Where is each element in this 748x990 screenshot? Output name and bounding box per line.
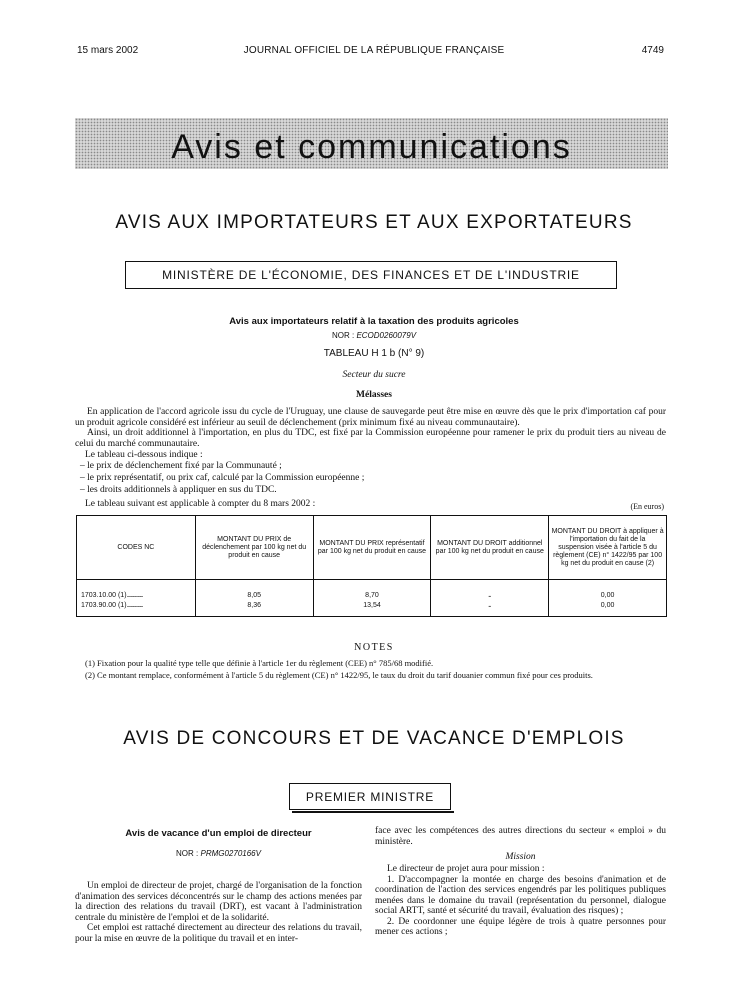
notes-title: NOTES [354, 642, 394, 653]
col-header-prix-declenchement: MONTANT DU PRIX de déclenchement par 100 kg net du produit en cause [195, 516, 313, 580]
cell-code: 1703.90.00 (1)................. [77, 601, 196, 617]
paragraph: Le directeur de projet aura pour mission : [387, 864, 545, 874]
ministry-box-premier-ministre: PREMIER MINISTRE [289, 783, 451, 810]
left-column [75, 828, 362, 944]
tableau-title: TABLEAU H 1 b (N° 9) [323, 348, 425, 359]
intro-paragraphs [75, 407, 666, 449]
nor-code: ECOD0260079V [356, 331, 417, 340]
list-item: – le prix représentatif, ou prix caf, calculé par la Commission européenne ; [80, 473, 365, 483]
banner-title: Avis et communications [171, 128, 572, 166]
ministry-box: MINISTÈRE DE L'ÉCONOMIE, DES FINANCES ET DE L'INDUSTRIE [125, 261, 617, 289]
cell-prix-representatif: 8,70 [313, 591, 431, 601]
cell-droit-additionnel: - [431, 591, 549, 601]
col-header-codes: CODES NC [77, 516, 196, 580]
paragraph: Ainsi, un droit additionnel à l'importation, en plus du TDC, est fixé par la Commission européenne pour ramener le prix du produit tiers au niveau de celui du marché communautaire. [75, 428, 666, 449]
section-title-importateurs: AVIS AUX IMPORTATEURS ET AUX EXPORTATEURS [115, 212, 633, 233]
code-value: 1703.10.00 (1) [81, 592, 127, 599]
paragraph: face avec les compétences des autres directions du secteur « emploi » du ministère. [375, 826, 666, 847]
cell-droit-additionnel: - [431, 601, 549, 617]
code-value: 1703.90.00 (1) [81, 602, 127, 609]
cell-code: 1703.10.00 (1)................. [77, 591, 196, 601]
nor-reference-2 [75, 849, 362, 858]
table-row [77, 601, 667, 617]
mission-heading: Mission [505, 852, 536, 862]
col-header-droit-additionnel: MONTANT DU DROIT additionnel par 100 kg net du produit en cause [431, 516, 549, 580]
cell-droit-applicable: 0,00 [549, 591, 667, 601]
note-2: (2) Ce montant remplace, conformément à l'article 5 du règlement (CE) n° 1422/95, le taux du droit du tarif douanier commun fixé pour ces produits. [85, 670, 593, 680]
secteur-label: Secteur du sucre [342, 370, 406, 380]
product-heading: Mélasses [356, 390, 392, 400]
col-header-prix-representatif: MONTANT DU PRIX représentatif par 100 kg net du produit en cause [313, 516, 431, 580]
currency-note: (En euros) [630, 502, 664, 511]
tariff-table [76, 515, 667, 617]
header-date: 15 mars 2002 [77, 45, 139, 56]
table-header-row [77, 516, 667, 580]
nor-reference [0, 331, 748, 340]
list-item: – le prix de déclenchement fixé par la Communauté ; [80, 461, 282, 471]
avis-title: Avis aux importateurs relatif à la taxation des produits agricoles [229, 316, 519, 327]
cell-prix-declenchement: 8,05 [195, 591, 313, 601]
list-item: – les droits additionnels à appliquer en sus du TDC. [80, 485, 277, 495]
paragraph: Cet emploi est rattaché directement au directeur des relations du travail, pour la mise en œuvre de la politique du travail et en inter- [75, 923, 362, 944]
nor-code: PRMG0270166V [200, 849, 261, 858]
cell-prix-declenchement: 8,36 [195, 601, 313, 617]
nor-label: NOR : [331, 331, 355, 340]
list-intro: Le tableau ci-dessous indique : [85, 450, 203, 460]
table-row [77, 591, 667, 601]
paragraph: Un emploi de directeur de projet, chargé de l'organisation de la fonction d'animation des services déconcentrés sur le champ des actions menées par la direction des relations du travail (DRT), est vacant à l'administration centrale du ministère de l'emploi et de la solidarité. [75, 881, 362, 923]
note-1: (1) Fixation pour la qualité type telle que définie à l'article 1er du règlement (CEE) n° 785/68 modifié. [85, 658, 434, 668]
journal-title: JOURNAL OFFICIEL DE LA RÉPUBLIQUE FRANÇAISE [243, 45, 505, 56]
col-header-droit-applicable: MONTANT DU DROIT à appliquer à l'importation du fait de la suspension visée à l'article 5 du règlement (CE) n° 1422/95 par 100 kg net du produit en cause (2) [549, 516, 667, 580]
right-column [375, 826, 666, 938]
vacancy-title: Avis de vacance d'un emploi de directeur [125, 828, 312, 839]
paragraph: En application de l'accord agricole issu du cycle de l'Uruguay, une clause de sauvegarde peut être mise en œuvre dès que le prix d'importation caf pour un produit agricole considéré est inférieur au seuil de déclenchement (prix minimum fixé au niveau communautaire). [75, 407, 666, 428]
table-spacer [77, 580, 667, 592]
paragraph: 2. De coordonner une équipe légère de trois à quatre personnes pour mener ces actions ; [375, 916, 666, 937]
cell-prix-representatif: 13,54 [313, 601, 431, 617]
cell-droit-applicable: 0,00 [549, 601, 667, 617]
paragraph: 1. D'accompagner la montée en charge des besoins d'animation et de coordination de l'action des services engendrés par les politiques publiques menées dans le domaine du travail (représentation du personnel, dialogue social ARTT, santé et sécurité du travail, évaluation des risques) ; [375, 874, 666, 916]
applicable-date: Le tableau suivant est applicable à compter du 8 mars 2002 : [85, 499, 316, 509]
page-number: 4749 [641, 45, 664, 56]
section-title-concours: AVIS DE CONCOURS ET DE VACANCE D'EMPLOIS [123, 728, 625, 749]
nor-label: NOR : [176, 849, 199, 858]
